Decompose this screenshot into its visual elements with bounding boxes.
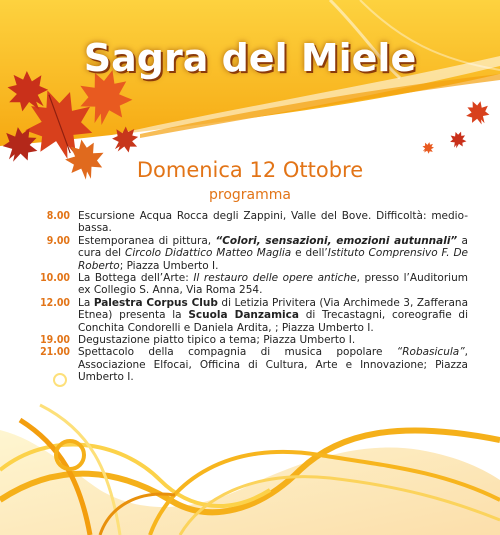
description-fragment: “Robasicula”: [396, 346, 465, 359]
schedule-item: [28, 272, 468, 297]
event-title: Sagra del Miele: [83, 36, 417, 80]
program-heading: programma: [209, 187, 291, 203]
description-fragment: Spettacolo della compagnia di musica popolare: [78, 346, 397, 359]
schedule-description: [78, 210, 468, 235]
description-fragment: Circolo Didattico Matteo Maglia: [124, 247, 292, 260]
schedule-item: [28, 334, 468, 346]
description-fragment: Degustazione piatto tipico a tema; Piazza Umberto I.: [78, 334, 356, 347]
schedule-list: [28, 210, 468, 384]
schedule-description: [78, 346, 468, 383]
schedule-description: [78, 334, 468, 346]
schedule-item: [28, 210, 468, 235]
description-fragment: a cura del: [78, 234, 468, 260]
description-fragment: La Bottega dell’Arte:: [78, 272, 194, 285]
description-fragment: e dell’: [291, 247, 328, 260]
schedule-description: [78, 272, 468, 297]
description-fragment: di Trecastagni, coreografie di Conchita Condorelli e Daniela Ardita, ; Piazza Umberto I.: [78, 309, 469, 334]
description-fragment: Palestra Corpus Club: [93, 296, 218, 309]
description-fragment: , presso l’Auditorium ex Collegio S. Anna, Via Roma 254.: [78, 272, 468, 297]
description-fragment: “Colori, sensazioni, emozioni autunnali”: [215, 234, 458, 247]
bottom-swirls: [0, 374, 500, 535]
schedule-description: [78, 297, 468, 334]
schedule-time: 19.00: [40, 334, 70, 347]
description-fragment: , Associazione Elfocai, Officina di Cultura, Arte e Innovazione; Piazza Umberto I.: [78, 346, 468, 384]
description-fragment: Escursione Acqua Rocca degli Zappini, Valle del Bove. Difficoltà: medio-bassa.: [78, 210, 468, 235]
description-fragment: La: [78, 296, 94, 309]
schedule-time: 12.00: [40, 296, 70, 309]
schedule-item: [28, 297, 468, 334]
falling-leaves-icon: [420, 96, 494, 156]
description-fragment: Istituto Comprensivo F. De Roberto: [78, 247, 468, 272]
event-date: Domenica 12 Ottobre: [136, 158, 364, 182]
schedule-item: [28, 346, 468, 383]
description-fragment: Estemporanea di pittura,: [78, 234, 216, 247]
description-fragment: Il restauro delle opere antiche: [193, 272, 357, 285]
schedule-description: [78, 235, 468, 272]
description-fragment: Scuola Danzamica: [188, 309, 299, 322]
description-fragment: di Letizia Privitera (Via Archimede 3, Zafferana Etnea) presenta la: [78, 296, 468, 322]
schedule-item: [28, 235, 468, 272]
schedule-time: 9.00: [46, 234, 70, 247]
schedule-time: 8.00: [46, 210, 70, 222]
schedule-time: 10.00: [40, 272, 70, 285]
description-fragment: ; Piazza Umberto I.: [119, 259, 219, 272]
schedule-time: 21.00: [40, 346, 70, 359]
